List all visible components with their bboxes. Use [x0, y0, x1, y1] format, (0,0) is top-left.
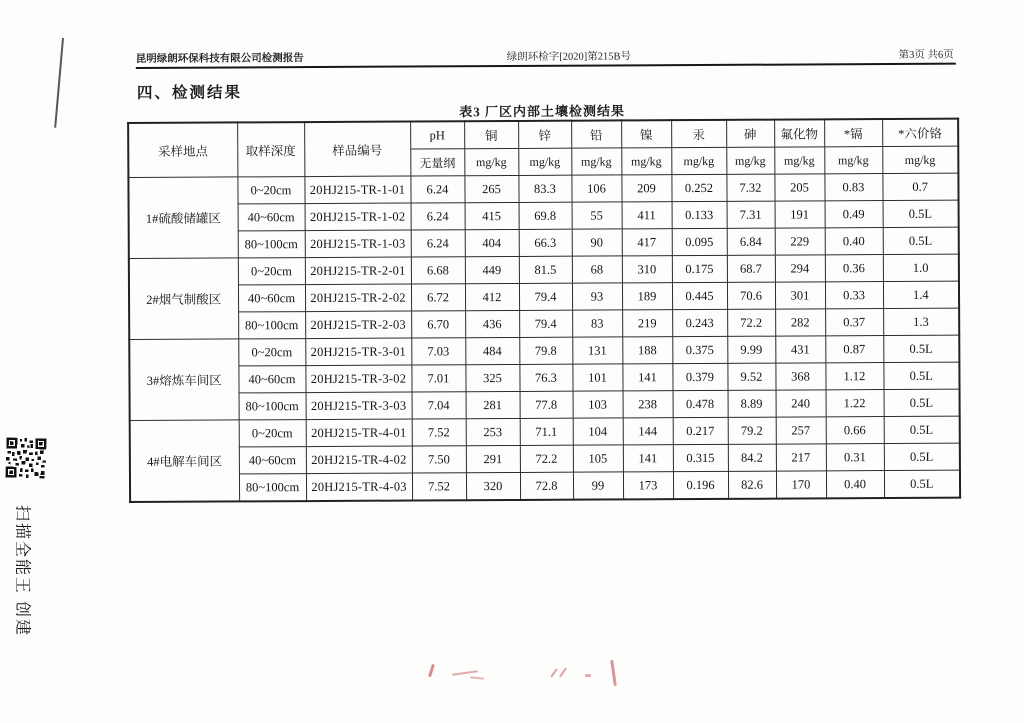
result-value-cell: 9.52 [727, 363, 775, 390]
table-row [130, 470, 960, 502]
result-value-cell: 0.379 [672, 363, 727, 390]
results-table [127, 118, 961, 503]
result-value-cell: 93 [572, 283, 622, 310]
result-value-cell: 0.133 [672, 201, 727, 228]
result-value-cell: 1.0 [883, 254, 959, 281]
stamp-stroke [585, 674, 591, 677]
analyte-unit: mg/kg [726, 147, 774, 174]
result-value-cell: 131 [572, 337, 622, 364]
result-value-cell: 291 [466, 445, 520, 472]
depth-cell: 80~100cm [239, 474, 306, 502]
result-value-cell: 257 [776, 417, 826, 444]
analyte-header: 汞 [671, 120, 726, 148]
sampling-location-cell: 4#电解车间区 [130, 420, 239, 502]
sample-id-cell: 20HJ215-TR-3-03 [306, 392, 412, 420]
analyte-unit: mg/kg [464, 148, 518, 175]
result-value-cell: 320 [466, 472, 520, 500]
result-value-cell: 99 [573, 472, 623, 500]
result-value-cell: 0.175 [672, 255, 727, 282]
result-value-cell: 72.2 [520, 445, 573, 472]
result-value-cell: 77.8 [520, 391, 573, 418]
analyte-header: *镉 [824, 119, 882, 147]
table-row [129, 335, 959, 366]
result-value-cell: 188 [622, 337, 672, 364]
result-value-cell: 415 [465, 202, 519, 229]
result-value-cell: 7.50 [412, 446, 466, 473]
result-value-cell: 6.24 [411, 203, 465, 230]
sample-id-cell: 20HJ215-TR-2-03 [305, 311, 411, 339]
table-row [129, 200, 959, 231]
table-row [129, 254, 959, 285]
depth-cell: 0~20cm [239, 420, 306, 447]
result-value-cell: 205 [774, 174, 824, 201]
result-value-cell: 282 [775, 309, 825, 336]
depth-cell: 80~100cm [239, 393, 306, 420]
result-value-cell: 68 [572, 256, 622, 283]
result-value-cell: 240 [776, 390, 826, 417]
sample-id-cell: 20HJ215-TR-1-02 [305, 203, 411, 231]
result-value-cell: 0.478 [673, 390, 728, 417]
result-value-cell: 7.32 [726, 174, 774, 201]
sample-id-cell: 20HJ215-TR-4-03 [306, 473, 412, 501]
result-value-cell: 6.84 [727, 228, 775, 255]
result-value-cell: 404 [465, 229, 519, 256]
result-value-cell: 449 [465, 256, 519, 283]
analyte-header: 锌 [518, 121, 571, 149]
table-row [130, 443, 960, 474]
page-number: 第3页 共6页 [898, 49, 954, 61]
result-value-cell: 0.40 [826, 471, 884, 499]
result-value-cell: 0.7 [882, 173, 958, 200]
result-value-cell: 0.66 [826, 417, 884, 444]
depth-cell: 0~20cm [238, 339, 305, 366]
result-value-cell: 82.6 [728, 471, 776, 499]
result-value-cell: 0.243 [672, 309, 727, 336]
result-value-cell: 281 [466, 391, 520, 418]
result-value-cell: 70.6 [727, 282, 775, 309]
result-value-cell: 484 [465, 337, 519, 364]
result-value-cell: 9.99 [727, 336, 775, 363]
result-value-cell: 83.3 [518, 175, 571, 202]
depth-cell: 40~60cm [238, 285, 305, 312]
depth-cell: 40~60cm [238, 204, 305, 231]
depth-cell: 0~20cm [237, 177, 304, 204]
sample-id-cell: 20HJ215-TR-1-01 [304, 176, 410, 204]
result-value-cell: 0.5L [883, 335, 959, 362]
result-value-cell: 6.24 [411, 230, 465, 257]
result-value-cell: 229 [775, 228, 825, 255]
result-value-cell: 189 [622, 283, 672, 310]
result-value-cell: 0.83 [824, 174, 882, 201]
result-value-cell: 79.4 [519, 310, 572, 337]
result-value-cell: 1.12 [825, 363, 883, 390]
column-header-1: 取样深度 [237, 122, 304, 177]
result-value-cell: 1.3 [883, 308, 959, 335]
result-value-cell: 217 [776, 444, 826, 471]
result-value-cell: 173 [623, 472, 673, 500]
result-value-cell: 0.252 [671, 174, 726, 201]
result-value-cell: 0.5L [883, 227, 959, 254]
result-value-cell: 0.33 [825, 282, 883, 309]
result-value-cell: 1.4 [883, 281, 959, 308]
result-value-cell: 0.36 [825, 255, 883, 282]
result-value-cell: 6.72 [411, 284, 465, 311]
result-value-cell: 0.196 [673, 471, 728, 499]
result-value-cell: 325 [465, 364, 519, 391]
analyte-header: 镍 [621, 120, 671, 148]
result-value-cell: 0.49 [825, 201, 883, 228]
result-value-cell: 79.8 [519, 337, 572, 364]
result-value-cell: 79.4 [519, 283, 572, 310]
report-company-title: 昆明绿朗环保科技有限公司检测报告 [135, 53, 304, 65]
sample-id-cell: 20HJ215-TR-4-01 [306, 419, 412, 447]
result-value-cell: 6.70 [411, 311, 465, 338]
sample-id-cell: 20HJ215-TR-1-03 [305, 230, 411, 258]
analyte-header: 铜 [464, 121, 518, 149]
result-value-cell: 141 [622, 364, 672, 391]
table-row [130, 416, 960, 447]
result-value-cell: 0.5L [883, 362, 959, 389]
result-value-cell: 1.22 [826, 390, 884, 417]
result-value-cell: 7.03 [411, 338, 465, 365]
result-value-cell: 0.315 [673, 444, 728, 471]
result-value-cell: 68.7 [727, 255, 775, 282]
result-value-cell: 0.37 [825, 309, 883, 336]
result-value-cell: 7.04 [412, 392, 466, 419]
result-value-cell: 72.2 [727, 309, 775, 336]
analyte-header: 砷 [726, 120, 774, 148]
sampling-location-cell: 1#硫酸储罐区 [128, 177, 237, 259]
column-header-2: 样品编号 [304, 122, 410, 177]
result-value-cell: 7.01 [411, 365, 465, 392]
table-caption: 表3 厂区内部土壤检测结果 [459, 103, 625, 120]
result-value-cell: 0.5L [884, 443, 960, 470]
sampling-location-cell: 3#熔炼车间区 [129, 339, 238, 421]
result-value-cell: 253 [466, 418, 520, 445]
result-value-cell: 8.89 [728, 390, 776, 417]
analyte-unit: mg/kg [621, 148, 671, 175]
result-value-cell: 7.52 [412, 473, 466, 501]
result-value-cell: 0.87 [825, 336, 883, 363]
sample-id-cell: 20HJ215-TR-3-02 [305, 365, 411, 393]
analyte-header: 铅 [571, 120, 621, 148]
analyte-unit: mg/kg [774, 147, 824, 174]
sampling-location-cell: 2#烟气制酸区 [129, 258, 238, 340]
result-value-cell: 90 [572, 229, 622, 256]
depth-cell: 80~100cm [238, 312, 305, 339]
results-table-body [128, 173, 960, 502]
result-value-cell: 104 [573, 418, 623, 445]
table-row [130, 389, 960, 420]
table-row [128, 173, 958, 204]
result-value-cell: 105 [573, 445, 623, 472]
table-row [129, 227, 959, 258]
report-document-number: 绿朗环检字[2020]第215B号 [506, 51, 632, 64]
result-value-cell: 7.52 [412, 419, 466, 446]
result-value-cell: 0.217 [673, 417, 728, 444]
sample-id-cell: 20HJ215-TR-2-02 [305, 284, 411, 312]
depth-cell: 0~20cm [238, 258, 305, 285]
analyte-unit: mg/kg [571, 148, 621, 175]
result-value-cell: 191 [775, 201, 825, 228]
result-value-cell: 76.3 [519, 364, 572, 391]
result-value-cell: 219 [622, 310, 672, 337]
table-row [129, 308, 959, 339]
result-value-cell: 55 [572, 202, 622, 229]
result-value-cell: 412 [465, 283, 519, 310]
analyte-header: pH [410, 121, 464, 149]
result-value-cell: 417 [622, 229, 672, 256]
result-value-cell: 6.68 [411, 257, 465, 284]
analyte-unit: mg/kg [824, 147, 882, 174]
result-value-cell: 79.2 [728, 417, 776, 444]
column-header-0: 采样地点 [128, 122, 237, 177]
analyte-unit: mg/kg [518, 148, 571, 175]
sample-id-cell: 20HJ215-TR-2-01 [305, 257, 411, 285]
result-value-cell: 0.31 [826, 444, 884, 471]
result-value-cell: 0.5L [884, 470, 960, 498]
sample-id-cell: 20HJ215-TR-3-01 [305, 338, 411, 366]
result-value-cell: 72.8 [520, 472, 573, 500]
analyte-header: *六价铬 [882, 119, 958, 147]
result-value-cell: 411 [622, 202, 672, 229]
result-value-cell: 0.40 [825, 228, 883, 255]
result-value-cell: 0.5L [883, 200, 959, 227]
table-row [129, 281, 959, 312]
result-value-cell: 66.3 [519, 229, 572, 256]
result-value-cell: 436 [465, 310, 519, 337]
result-value-cell: 7.31 [727, 201, 775, 228]
result-value-cell: 69.8 [519, 202, 572, 229]
sample-id-cell: 20HJ215-TR-4-02 [306, 446, 412, 474]
result-value-cell: 106 [571, 175, 621, 202]
result-value-cell: 0.375 [672, 336, 727, 363]
analyte-unit: mg/kg [882, 146, 958, 173]
result-value-cell: 368 [775, 363, 825, 390]
result-value-cell: 0.095 [672, 228, 727, 255]
depth-cell: 40~60cm [239, 447, 306, 474]
result-value-cell: 431 [775, 336, 825, 363]
result-value-cell: 0.445 [672, 282, 727, 309]
result-value-cell: 294 [775, 255, 825, 282]
result-value-cell: 265 [464, 175, 518, 202]
depth-cell: 80~100cm [238, 231, 305, 258]
result-value-cell: 0.5L [884, 389, 960, 416]
result-value-cell: 310 [622, 256, 672, 283]
result-value-cell: 101 [572, 364, 622, 391]
analyte-unit: mg/kg [671, 147, 726, 174]
result-value-cell: 238 [623, 391, 673, 418]
result-value-cell: 170 [776, 471, 826, 499]
result-value-cell: 209 [621, 175, 671, 202]
results-table-head [128, 119, 958, 178]
result-value-cell: 71.1 [520, 418, 573, 445]
result-value-cell: 144 [623, 418, 673, 445]
result-value-cell: 301 [775, 282, 825, 309]
result-value-cell: 83 [572, 310, 622, 337]
result-value-cell: 103 [573, 391, 623, 418]
table-row [129, 362, 959, 393]
section-title: 四、检测结果 [136, 84, 243, 102]
result-value-cell: 84.2 [728, 444, 776, 471]
scanner-watermark-text: 扫描全能王 创建 [13, 504, 31, 637]
depth-cell: 40~60cm [238, 366, 305, 393]
result-value-cell: 6.24 [410, 176, 464, 203]
analyte-header: 氟化物 [774, 119, 824, 147]
result-value-cell: 141 [623, 445, 673, 472]
result-value-cell: 81.5 [519, 256, 572, 283]
analyte-unit: 无量纲 [410, 149, 464, 176]
result-value-cell: 0.5L [884, 416, 960, 443]
